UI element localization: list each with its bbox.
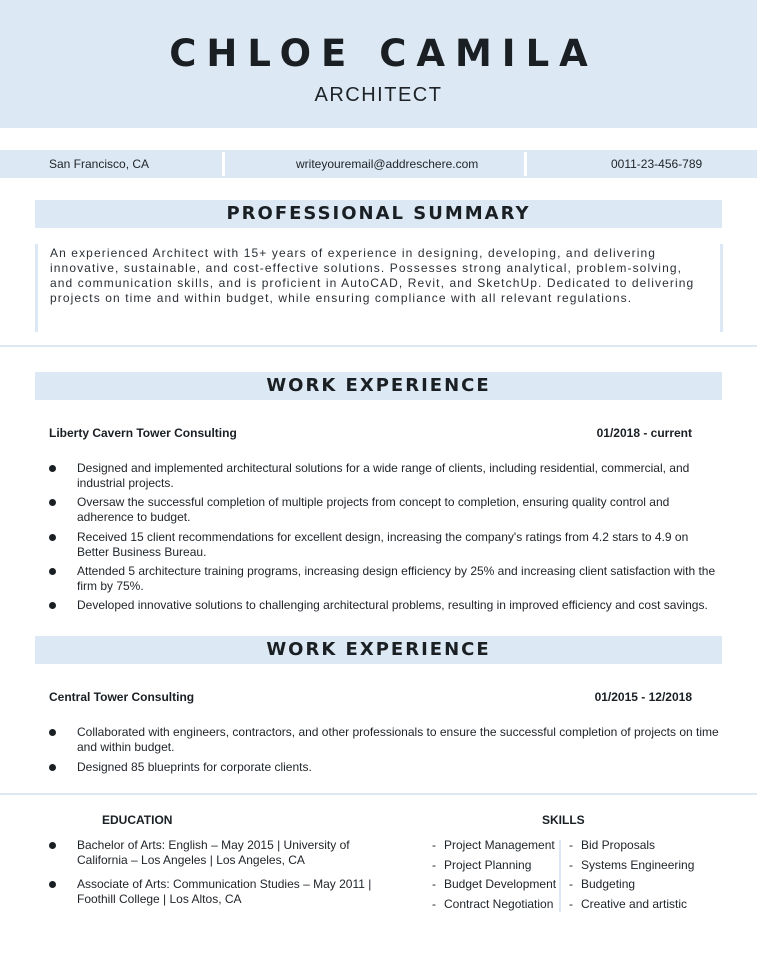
skill-item [432,897,553,911]
education-heading: EDUCATION [102,813,173,827]
contact-email[interactable]: writeyouremail@addreschere.com [296,157,479,171]
education-item-text: Bachelor of Arts: English – May 2015 | University of California – Los Angeles | Los Angeles, CA [77,838,350,867]
dash-icon: - [569,877,573,891]
dash-icon: - [569,897,573,911]
skill-item [569,838,655,852]
contact-phone[interactable]: 0011-23-456-789 [611,157,703,171]
candidate-name: CHLOE CAMILA [169,32,598,75]
list-item-text: Received 15 client recommendations for excellent design, increasing the company's ratings from 4.2 stars to 4.9 on Better Business Bureau. [77,530,689,559]
skill-label: Project Planning [444,858,532,872]
skill-label: Budget Development [444,877,557,891]
skill-label: Systems Engineering [581,858,695,872]
section-divider [0,345,757,347]
dash-icon: - [432,877,436,891]
skills-divider [559,840,561,912]
skill-item [432,838,555,852]
job-company: Central Tower Consulting [49,690,195,704]
dash-icon: - [432,858,436,872]
bullet-icon [49,465,56,472]
bullet-icon [49,842,56,849]
contact-bar [0,150,757,178]
skill-item [569,858,694,872]
bullet-icon [49,881,56,888]
dash-icon: - [569,838,573,852]
contact-divider [222,152,225,176]
dash-icon: - [432,897,436,911]
list-item-text: Developed innovative solutions to challenging architectural problems, resulting in improved efficiency and cost savings. [77,598,708,612]
work-experience-heading: WORK EXPERIENCE [35,636,722,664]
summary-heading: PROFESSIONAL SUMMARY [35,200,722,228]
skill-label: Contract Negotiation [444,897,554,911]
job-dates: 01/2015 - 12/2018 [594,690,692,704]
bullet-icon [49,602,56,609]
bullet-icon [49,534,56,541]
job-company: Liberty Cavern Tower Consulting [49,426,237,440]
skill-label: Budgeting [581,877,636,891]
contact-location: San Francisco, CA [49,157,150,171]
skill-item [432,858,531,872]
bullet-icon [49,729,56,736]
skill-item [569,877,635,891]
skill-item [569,897,687,911]
job-dates: 01/2018 - current [596,426,692,440]
bullet-icon [49,568,56,575]
list-item-text: Designed and implemented architectural solutions for a wide range of clients, including residential, commercial, and industrial projects. [77,461,690,490]
list-item-text: Collaborated with engineers, contractors, and other professionals to ensure the successful completion of projects on time and within budget. [77,725,719,754]
work-experience-heading: WORK EXPERIENCE [35,372,722,400]
summary-text: An experienced Architect with 15+ years of experience in designing, developing, and delivering innovative, sustainable, and cost-effective solutions. Possesses strong analytical, problem-solving, and communication skills, and is proficient in AutoCAD, Revit, and SketchUp. Dedicated to delivering projects on time and within budget, while ensuring compliance with all relevant regulations. [35,244,723,332]
skill-label: Bid Proposals [581,838,656,852]
contact-divider [524,152,527,176]
dash-icon: - [432,838,436,852]
skills-heading: SKILLS [542,813,585,827]
dash-icon: - [569,858,573,872]
education-item-text: Associate of Arts: Communication Studies – May 2011 | Foothill College | Los Altos, CA [77,877,372,906]
skill-item [432,877,556,891]
list-item-text: Designed 85 blueprints for corporate clients. [77,760,312,774]
list-item-text: Oversaw the successful completion of multiple projects from concept to completion, ensuring quality control and adherence to budget. [77,495,670,524]
skill-label: Creative and artistic [581,897,688,911]
list-item-text: Attended 5 architecture training programs, increasing design efficiency by 25% and increasing client satisfaction with the firm by 75%. [77,564,716,593]
section-divider [0,793,757,795]
skill-label: Project Management [444,838,555,852]
resume-header [0,0,757,128]
candidate-title: ARCHITECT [314,84,443,106]
bullet-icon [49,764,56,771]
bullet-icon [49,499,56,506]
